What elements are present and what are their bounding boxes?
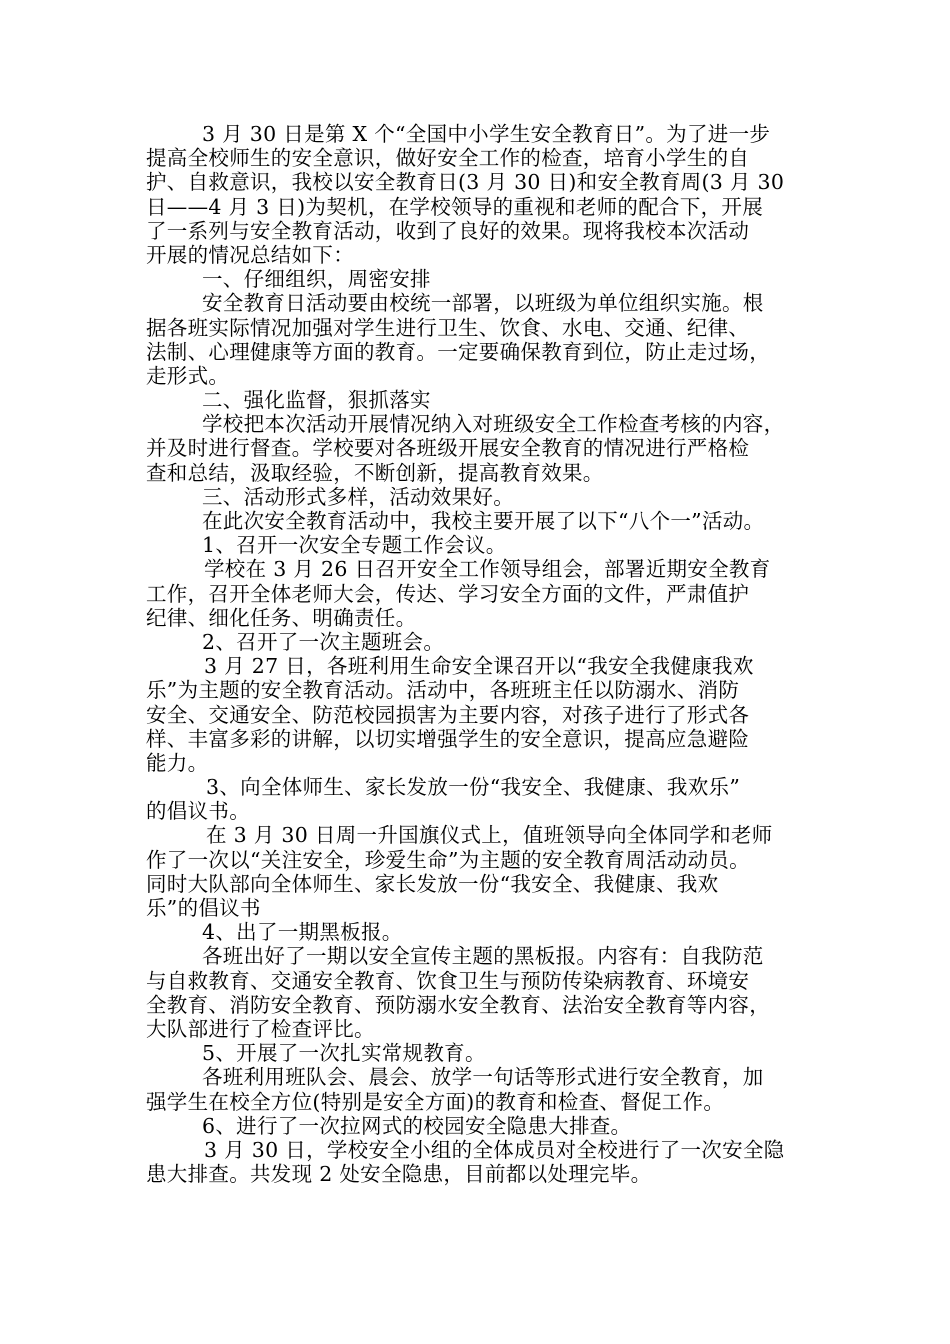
text-line: 5、开展了一次扎实常规教育。 [202, 1041, 486, 1066]
text-line: 与自救教育、交通安全教育、饮食卫生与预防传染病教育、环境安 [146, 968, 750, 993]
text-line: 学校把本次活动开展情况纳入对班级安全工作检查考核的内容， [202, 412, 785, 437]
text-line: 乐”为主题的安全教育活动。活动中，各班班主任以防溺水、消防 [146, 678, 740, 703]
text-line: 安全教育日活动要由校统一部署，以班级为单位组织实施。根 [202, 291, 764, 316]
text-line: 各班利用班队会、晨会、放学一句话等形式进行安全教育，加 [202, 1065, 764, 1090]
text-line: 大队部进行了检查评比。 [146, 1016, 375, 1041]
text-line: 的倡议书。 [146, 799, 250, 824]
text-line: 学校在 3 月 26 日召开安全工作领导组会，部署近期安全教育 [204, 557, 771, 582]
text-line: 工作，召开全体老师大会，传达、学习安全方面的文件，严肃值护 [146, 581, 750, 606]
text-line: 在 3 月 30 日周一升国旗仪式上，值班领导向全体同学和老师 [206, 823, 773, 848]
text-line: 全教育、消防安全教育、预防溺水安全教育、法治安全教育等内容， [146, 992, 770, 1017]
text-line: 3 月 30 日是第 X 个“全国中小学生安全教育日”。为了进一步 [202, 122, 771, 146]
text-line: 能力。 [146, 750, 209, 775]
text-line: 提高全校师生的安全意识，做好安全工作的检查，培育小学生的自 [146, 146, 750, 171]
text-line: 3 月 30 日，学校安全小组的全体成员对全校进行了一次安全隐 [204, 1137, 785, 1162]
text-line: 作了一次以“关注安全，珍爱生命”为主题的安全教育周活动动员。 [146, 847, 750, 872]
text-line: 样、丰富多彩的讲解，以切实增强学生的安全意识，提高应急避险 [146, 726, 750, 751]
text-line: 强学生在校全方位(特别是安全方面)的教育和检查、督促工作。 [146, 1089, 725, 1114]
text-line: 在此次安全教育活动中，我校主要开展了以下“八个一”活动。 [202, 509, 765, 533]
text-line: 查和总结，汲取经验，不断创新，提高教育效果。 [146, 460, 604, 485]
text-line: 6、进行了一次拉网式的校园安全隐患大排查。 [202, 1113, 632, 1138]
text-line: 3 月 27 日，各班利用生命安全课召开以“我安全我健康我欢 [204, 654, 754, 679]
text-line: 2、召开了一次主题班会。 [202, 629, 445, 654]
text-line: 同时大队部向全体师生、家长发放一份“我安全、我健康、我欢 [146, 871, 719, 896]
text-line: 三、活动形式多样，活动效果好。 [202, 484, 514, 509]
text-line: 了一系列与安全教育活动，收到了良好的效果。现将我校本次活动 [146, 218, 750, 243]
text-line: 3、向全体师生、家长发放一份“我安全、我健康、我欢乐” [206, 775, 741, 800]
text-line: 乐”的倡议书 [146, 896, 261, 920]
text-line: 法制、心理健康等方面的教育。一定要确保教育到位，防止走过场， [146, 339, 770, 364]
text-line: 走形式。 [146, 363, 230, 388]
document-body [146, 122, 816, 1186]
text-line: 1、召开一次安全专题工作会议。 [202, 533, 507, 558]
text-line: 并及时进行督查。学校要对各班级开展安全教育的情况进行严格检 [146, 436, 750, 461]
text-line: 纪律、细化任务、明确责任。 [146, 605, 417, 630]
text-line: 安全、交通安全、防范校园损害为主要内容，对孩子进行了形式各 [146, 702, 750, 727]
text-line: 4、出了一期黑板报。 [202, 920, 403, 945]
text-line: 一、仔细组织，周密安排 [202, 267, 431, 292]
text-line: 据各班实际情况加强对学生进行卫生、饮食、水电、交通、纪律、 [146, 315, 750, 340]
text-line: 开展的情况总结如下： [146, 242, 354, 267]
text-line: 护、自救意识，我校以安全教育日(3 月 30 日)和安全教育周(3 月 30 [146, 170, 785, 195]
text-line: 日——4 月 3 日)为契机，在学校领导的重视和老师的配合下，开展 [146, 194, 764, 219]
text-line: 二、强化监督，狠抓落实 [202, 388, 431, 413]
text-line: 患大排查。共发现 2 处安全隐患，目前都以处理完毕。 [146, 1162, 652, 1187]
text-line: 各班出好了一期以安全宣传主题的黑板报。内容有：自我防范 [202, 944, 764, 969]
